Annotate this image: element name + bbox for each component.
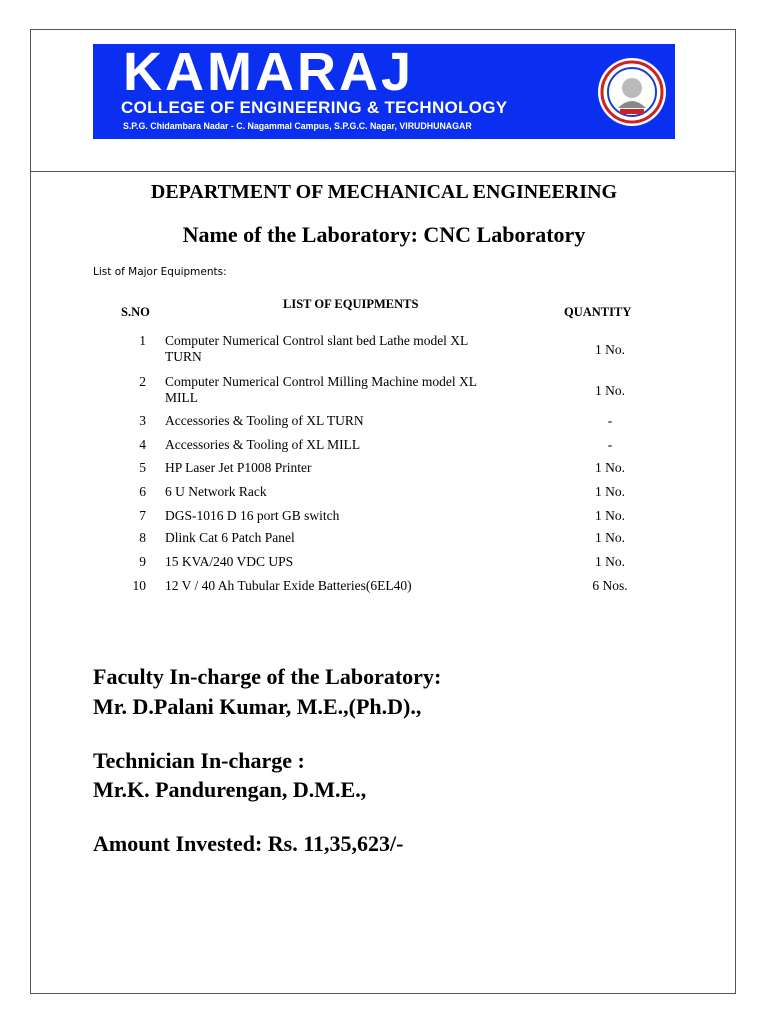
amount-invested: Amount Invested: Rs. 11,35,623/- (93, 831, 404, 856)
department-heading: DEPARTMENT OF MECHANICAL ENGINEERING (150, 181, 618, 203)
row-quantity: 1 No. (595, 530, 625, 545)
row-sno: 8 (139, 530, 146, 545)
row-quantity: 6 Nos. (592, 578, 628, 593)
college-address: S.P.G. Chidambara Nadar - C. Nagammal Campus, S.P.G.C. Nagar, VIRUDHUNAGAR (123, 121, 472, 131)
header-divider (30, 171, 736, 172)
lab-title: Name of the Laboratory: CNC Laboratory (182, 222, 586, 247)
row-quantity: - (607, 413, 613, 428)
technician-label: Technician In-charge : (93, 748, 305, 773)
row-sno: 9 (139, 554, 146, 569)
header-quantity: QUANTITY (564, 305, 632, 319)
row-quantity: 1 No. (595, 383, 625, 398)
college-banner (93, 44, 675, 139)
row-equipment: 6 U Network Rack (165, 484, 267, 499)
row-equipment: 12 V / 40 Ah Tubular Exide Batteries(6EL40) (165, 578, 412, 593)
header-sno: S.NO (121, 305, 150, 319)
row-quantity: 1 No. (595, 554, 625, 569)
row-equipment: Dlink Cat 6 Patch Panel (165, 530, 295, 545)
row-sno: 5 (139, 460, 146, 475)
row-sno: 3 (139, 413, 146, 428)
technician-name: Mr.K. Pandurengan, D.M.E., (93, 777, 367, 802)
row-quantity: 1 No. (595, 460, 625, 475)
row-quantity: 1 No. (595, 508, 625, 523)
row-equipment: Accessories & Tooling of XL TURN (165, 413, 364, 428)
faculty-label: Faculty In-charge of the Laboratory: (93, 664, 442, 689)
row-sno: 1 (139, 333, 146, 348)
row-sno: 6 (139, 484, 146, 499)
row-equipment: Computer Numerical Control slant bed Lathe model XL TURN (165, 333, 468, 364)
row-sno: 10 (132, 578, 146, 593)
college-seal-icon (596, 56, 668, 128)
list-label: List of Major Equipments: (93, 266, 227, 278)
row-equipment: Accessories & Tooling of XL MILL (165, 437, 361, 452)
college-subtitle: COLLEGE OF ENGINEERING & TECHNOLOGY (121, 98, 508, 117)
header-equipment: LIST OF EQUIPMENTS (283, 297, 419, 311)
row-equipment: 15 KVA/240 VDC UPS (165, 554, 294, 569)
row-equipment: HP Laser Jet P1008 Printer (165, 460, 312, 475)
row-sno: 7 (139, 508, 146, 523)
faculty-name: Mr. D.Palani Kumar, M.E.,(Ph.D)., (93, 694, 422, 719)
row-quantity: 1 No. (595, 342, 625, 357)
row-equipment: DGS-1016 D 16 port GB switch (165, 508, 340, 523)
row-sno: 4 (139, 437, 146, 452)
row-quantity: 1 No. (595, 484, 625, 499)
row-quantity: - (607, 437, 613, 452)
row-equipment: Computer Numerical Control Milling Machine model XL MILL (165, 374, 477, 405)
row-sno: 2 (139, 374, 146, 389)
college-name: KAMARAJ (123, 42, 414, 102)
